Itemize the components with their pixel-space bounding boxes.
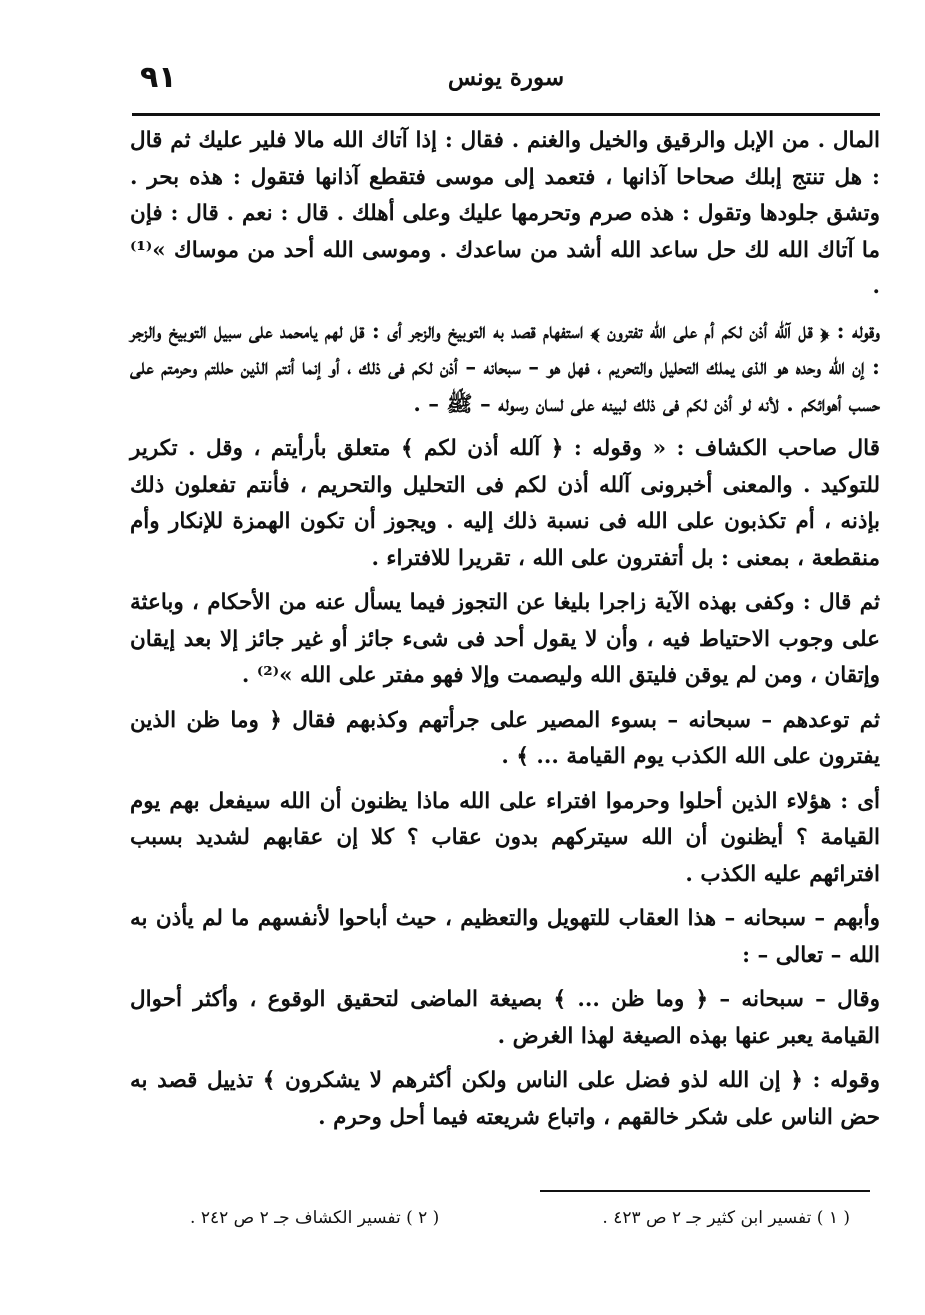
footnote-2: ( ٢ ) تفسير الكشاف جـ ٢ ص ٢٤٢ . [190, 1208, 440, 1228]
paragraph-7: وأبهم – سبحانه – هذا العقاب للتهويل والتعظيم ، حيث أباحوا لأنفسهم ما لم يأذن به الله – تعالى – : [130, 906, 880, 968]
page-header [132, 58, 880, 108]
page-number: ٩١ [140, 60, 177, 95]
paragraph-6: أى : هؤلاء الذين أحلوا وحرموا افتراء على الله ماذا يظنون أن الله سيفعل بهم يوم القيامة ؟ أيظنون أن الله سيتركهم بدون عقاب ؟ كلا إن عقابهم لشديد بسبب افترائهم عليه الكذب . [130, 788, 880, 887]
paragraph-3: قال صاحب الكشاف : « وقوله : ﴿ آلله أذن لكم ﴾ متعلق بأرأيتم ، وقل . تكرير للتوكيد . والمعنى أخبرونى آلله أذن لكم فى التحليل والتحريم ، فأنتم تفعلون ذلك بإذنه ، أم تكذبون على الله فى نسبة ذلك إليه . ويجوز أن تكون الهمزة للإنكار وأم منقطعة ، بمعنى : بل أتفترون على الله ، تقريرا للافتراء . [130, 436, 880, 571]
footnote-1: ( ١ ) تفسير ابن كثير جـ ٢ ص ٤٢٣ . [602, 1208, 850, 1228]
paragraph-2: وقوله : ﴿ قل آلله أذن لكم أم على الله تفترون ﴾ استفهام قصد به التوبيخ والزجر أى : قل لهم يامحمد على سبيل التوبيخ والزجر : إن الله وحده هو الذى يملك التحليل والتحريم ، فهل هو – سبحانه – أذن لكم فى ذلك ، أو إنما أنتم الذين حللتم وحرمتم على حسب أهوائكم . لأنه لو أذن لكم فى ذلك لبينه على لسان رسوله – ﷺ – . [130, 318, 880, 417]
paragraph-1: المال . من الإبل والرقيق والخيل والغنم . فقال : إذا آتاك الله مالا فلير عليك ثم قال : هل تنتج إبلك صحاحا آذانها ، فتعمد إلى موسى فتقطع آذانها فتقول : هذه بحر . وتشق جلودها وتقول : هذه صرم وتحرمها عليك وعلى أهلك . قال : نعم . قال : فإن ما آتاك الله لك حل ساعد الله أشد من ساعدك . وموسى الله أحد من موساك »⁽¹⁾ . [130, 128, 880, 299]
paragraph-9: وقوله : ﴿ إن الله لذو فضل على الناس ولكن أكثرهم لا يشكرون ﴾ تذييل قصد به حض الناس على شكر خالقهم ، واتباع شريعته فيما أحل وحرم . [130, 1068, 880, 1130]
chapter-title: سورة يونس [447, 64, 565, 91]
footnotes [190, 1208, 850, 1228]
paragraph-4: ثم قال : وكفى بهذه الآية زاجرا بليغا عن التجوز فيما يسأل عنه من الأحكام ، وباعثة على وجوب الاحتياط فيه ، وأن لا يقول أحد فى شىء جائز أو غير جائز إلا بعد إيقان وإتقان ، ومن لم يوقن فليتق الله وليصمت وإلا فهو مفتر على الله »⁽²⁾ . [130, 590, 880, 688]
paragraph-8: وقال – سبحانه – ﴿ وما ظن ... ﴾ بصيغة الماضى لتحقيق الوقوع ، وأكثر أحوال القيامة يعبر عنها بهذه الصيغة لهذا الغرض . [130, 987, 880, 1049]
footnote-divider [540, 1190, 870, 1192]
main-text [130, 123, 880, 1144]
paragraph-5: ثم توعدهم – سبحانه – بسوء المصير على جرأتهم وكذبهم فقال ﴿ وما ظن الذين يفترون على الله الكذب يوم القيامة ... ﴾ . [130, 707, 880, 769]
header-divider [132, 113, 880, 116]
